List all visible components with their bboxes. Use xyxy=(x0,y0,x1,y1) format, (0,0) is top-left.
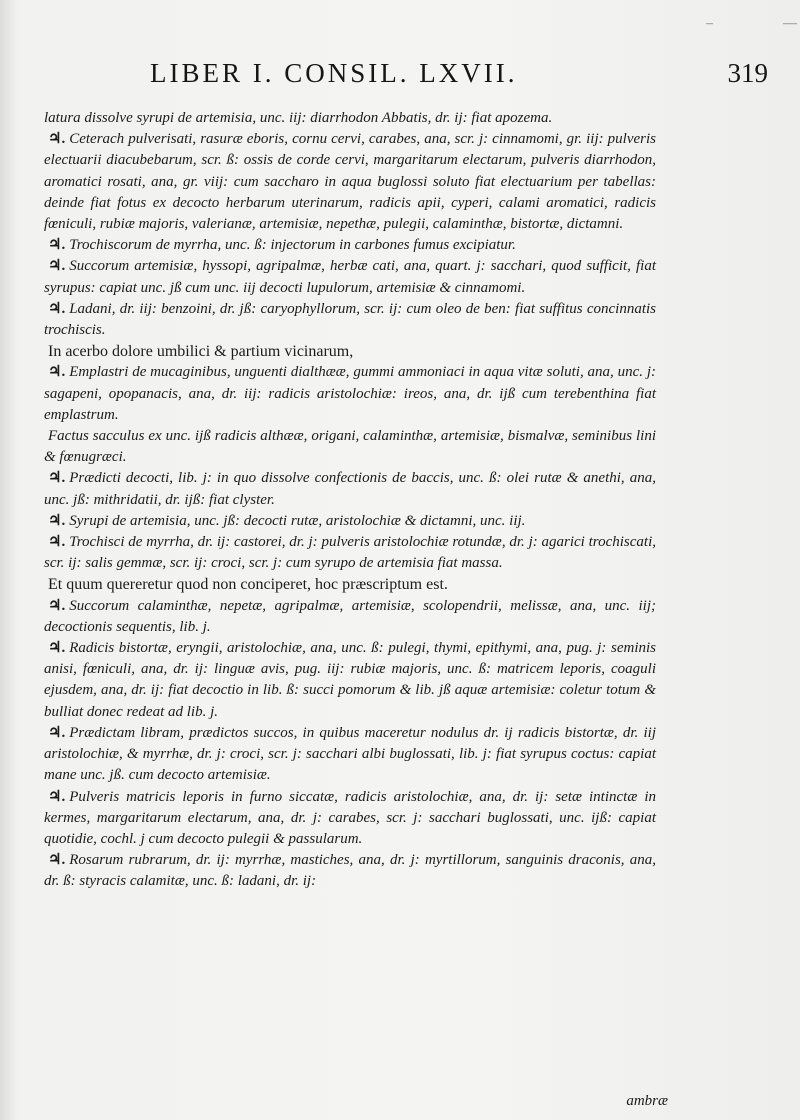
recipe-symbol: ♃. xyxy=(48,640,66,657)
recipe-paragraph xyxy=(44,723,656,787)
paragraph-text: Prædicti decocti, lib. j: in quo dissolve confectionis de baccis, unc. ß: olei rutæ & anethi, ana, unc. jß: mithridatii, dr. ijß: fiat clyster. xyxy=(44,470,656,508)
recipe-paragraph xyxy=(44,256,656,298)
paragraph-text: Succorum artemisiæ, hyssopi, agripalmæ, herbæ cati, ana, quart. j: sacchari, quod sufficit, fiat syrupus: capiat unc. jß cum unc. iij decocti lupulorum, artemisiæ & cinnamomi. xyxy=(44,258,656,296)
section-heading xyxy=(44,574,656,595)
paragraph-text: Trochiscorum de myrrha, unc. ß: injectorum in carbones fumus excipiatur. xyxy=(69,237,516,254)
recipe-symbol: ♃. xyxy=(48,364,66,381)
recipe-paragraph xyxy=(44,638,656,723)
page-header xyxy=(40,58,768,98)
margin-mark: – xyxy=(706,16,713,31)
recipe-symbol: ♃. xyxy=(48,788,66,805)
section-heading xyxy=(44,341,656,362)
recipe-symbol: ♃. xyxy=(48,597,66,614)
recipe-symbol: ♃. xyxy=(48,724,66,741)
recipe-paragraph xyxy=(44,850,656,892)
running-title: LIBER I. CONSIL. LXVII. xyxy=(150,58,518,88)
body-text xyxy=(44,108,656,893)
paragraph-text: Prædictam libram, prædictos succos, in quibus maceretur nodulus dr. ij radicis bistortæ, dr. iij aristolochiæ, & myrrhæ, dr. j: croci, scr. j: sacchari albi buglossati, lib. j: fiat syrupus coctus: capiat mane unc. jß. cum decocto artemisiæ. xyxy=(44,724,656,784)
recipe-paragraph xyxy=(44,235,656,256)
margin-mark: — xyxy=(783,16,797,31)
recipe-paragraph xyxy=(44,299,656,341)
paragraph-text: Succorum calaminthæ, nepetæ, agripalmæ, artemisiæ, scolopendrii, melissæ, ana, unc. iij; decoctionis sequentis, lib. j. xyxy=(44,597,656,635)
recipe-symbol: ♃. xyxy=(48,534,66,551)
paragraph-text: Pulveris matricis leporis in furno siccatæ, radicis aristolochiæ, ana, dr. ij: setæ intinctæ in kermes, margaritarum electarum, ana, dr. j: carabes, scr. j: sacchari buglossati, unc. ijß: capiat quotidie, cochl. j cum decocto pulegii & passularum. xyxy=(44,788,656,847)
paragraph-text: Et quum quereretur quod non conciperet, hoc præscriptum est. xyxy=(48,576,448,594)
catchword: ambræ xyxy=(626,1093,668,1109)
recipe-paragraph xyxy=(44,362,656,426)
paragraph-text: Syrupi de artemisia, unc. jß: decocti rutæ, aristolochiæ & dictamni, unc. iij. xyxy=(69,512,526,529)
recipe-paragraph xyxy=(44,511,656,532)
recipe-paragraph xyxy=(44,426,656,468)
recipe-paragraph xyxy=(44,532,656,574)
paragraph-text: Ladani, dr. iij: benzoini, dr. jß: caryophyllorum, scr. ij: cum oleo de ben: fiat suffitus concinnatis trochiscis. xyxy=(44,300,656,339)
paragraph-text: Rosarum rubrarum, dr. ij: myrrhæ, mastiches, ana, dr. j: myrtillorum, sanguinis draconis, ana, dr. ß: styracis calamitæ, unc. ß: ladani, dr. ij: xyxy=(44,852,656,890)
paragraph-text: latura dissolve syrupi de artemisia, unc. iij: diarrhodon Abbatis, dr. ij: fiat apozema. xyxy=(44,110,553,126)
page-number: 319 xyxy=(727,58,768,88)
paragraph-text: Ceterach pulverisati, rasuræ eboris, cornu cervi, carabes, ana, scr. j: cinnamomi, gr. iij: pulveris electuarii diacubebarum, scr. ß: ossis de corde cervi, margaritarum electarum, pulveris diarrhodon, aromatici rosati, ana, gr. viij: cum saccharo in aqua buglossi soluto fiat electuarium per tabellas: deinde fiat fotus ex decocto herbarum uterinarum, radicis apii, cyperi, calami aromatici, radicis fœniculi, rubiæ majoris, valerianæ, artemisiæ, nepethæ, pulegii, calaminthæ, bistortæ, dictamni. xyxy=(44,131,656,233)
paragraph-text: Radicis bistortæ, eryngii, aristolochiæ, ana, unc. ß: pulegi, thymi, epithymi, ana, pug. j: seminis anisi, fœniculi, ana, dr. ij: linguæ avis, pug. iij: rubiæ majoris, unc. ß: matricem leporis, coaguli ejusdem, ana, dr. ij: fiat decoctio in lib. ß: succi pomorum & lib. jß aquæ artemisiæ: coletur totum & bulliat donec redeat ad lib. j. xyxy=(44,640,656,720)
paragraph-text: Trochisci de myrrha, dr. ij: castorei, dr. j: pulveris aristolochiæ rotundæ, dr. j: agarici trochiscati, scr. ij: salis gemmæ, scr. ij: croci, scr. j: cum syrupo de artemisia fiat massa. xyxy=(44,534,656,572)
recipe-symbol: ♃. xyxy=(48,470,66,487)
recipe-paragraph xyxy=(44,596,656,638)
recipe-symbol: ♃. xyxy=(48,131,66,148)
recipe-paragraph xyxy=(44,129,656,235)
recipe-paragraph xyxy=(44,108,656,129)
paragraph-text: Factus sacculus ex unc. ijß radicis althææ, origani, calaminthæ, artemisiæ, bismalvæ, seminibus lini & fœnugræci. xyxy=(44,428,656,466)
recipe-symbol: ♃. xyxy=(48,258,66,275)
recipe-paragraph xyxy=(44,468,656,510)
recipe-symbol: ♃. xyxy=(48,300,66,317)
recipe-symbol: ♃. xyxy=(48,237,66,254)
recipe-symbol: ♃. xyxy=(48,512,66,529)
paragraph-text: In acerbo dolore umbilici & partium vicinarum, xyxy=(48,343,354,361)
recipe-paragraph xyxy=(44,787,656,851)
paragraph-text: Emplastri de mucaginibus, unguenti dialthææ, gummi ammoniaci in aqua vitæ soluti, ana, unc. j: sagapeni, opopanacis, ana, dr. iij: radicis aristolochiæ: ireos, ana, dr. ijß cum terebenthina fiat emplastrum. xyxy=(44,364,656,423)
recipe-symbol: ♃. xyxy=(48,852,66,869)
